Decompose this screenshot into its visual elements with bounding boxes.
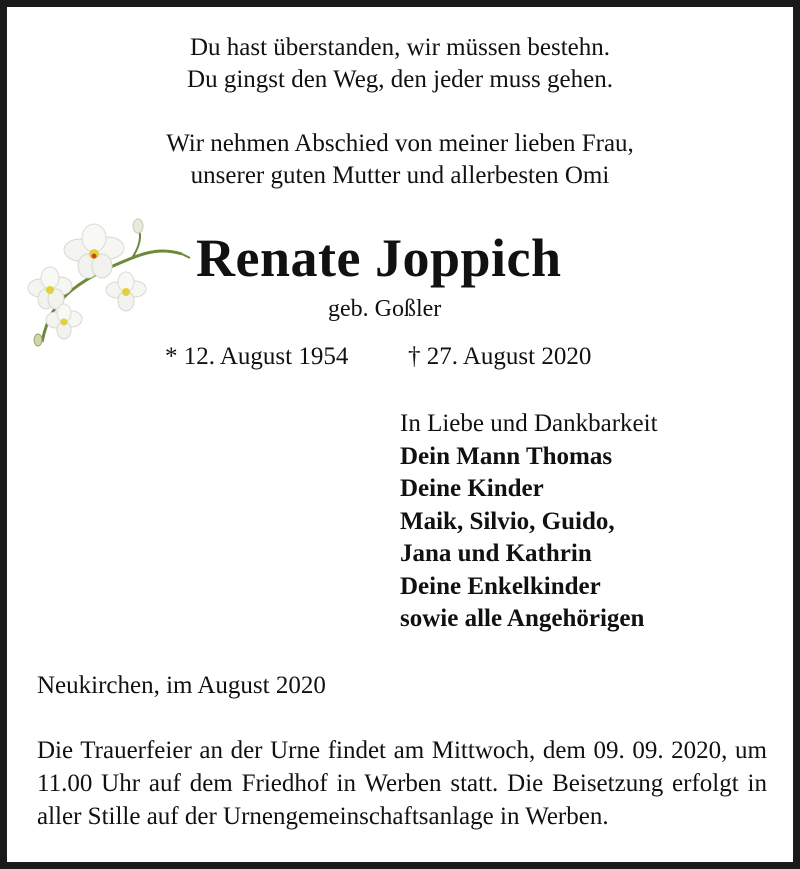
- signoff-line: Deine Kinder: [400, 475, 544, 502]
- death-date: † 27. August 2020: [408, 343, 592, 370]
- deceased-name: Renate Joppich: [196, 228, 562, 288]
- birth-name: geb. Goßler: [328, 296, 442, 322]
- signoff-line: sowie alle Angehörigen: [400, 605, 645, 632]
- signoff-block: [400, 408, 658, 636]
- orchid-icon: [22, 212, 192, 352]
- signoff-line: Dein Mann Thomas: [400, 442, 613, 470]
- poem-line-1: Du hast überstanden, wir müssen bestehn.: [189, 34, 611, 61]
- signoff-line: In Liebe und Dankbarkeit: [400, 410, 658, 437]
- signoff-line: Jana und Kathrin: [400, 540, 592, 567]
- signoff-line: Maik, Silvio, Guido,: [400, 507, 615, 535]
- ceremony-notice: Die Trauerfeier an der Urne findet am Mittwoch, dem 09. 09. 2020, um 11.00 Uhr auf dem Friedhof in Werben statt. Die Beisetzung erfolgt in aller Stille auf der Urnengemeinschaftsanlage in Werben.: [37, 737, 767, 830]
- place-and-date: Neukirchen, im August 2020: [37, 672, 326, 699]
- signoff-line: Deine Enkelkinder: [400, 572, 601, 600]
- birth-date: * 12. August 1954: [165, 343, 349, 370]
- poem-line-2: Du gingst den Weg, den jeder muss gehen.: [187, 66, 613, 93]
- intro-line-2: unserer guten Mutter und allerbesten Omi: [190, 162, 610, 189]
- intro-line-1: Wir nehmen Abschied von meiner lieben Frau,: [166, 130, 634, 157]
